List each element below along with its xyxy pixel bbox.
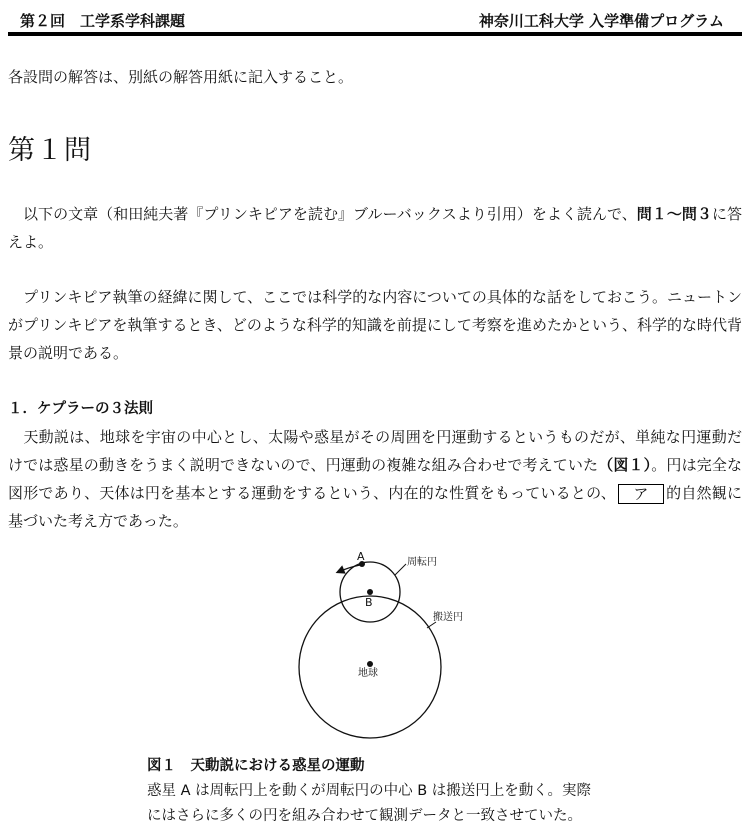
background-paragraph [8, 283, 742, 367]
answer-blank-a: ア [618, 484, 664, 504]
header-divider [8, 32, 742, 36]
caption-title: 図１ 天動説における惑星の運動 [147, 758, 365, 774]
page-header [0, 0, 750, 36]
epicycle-leader-line [395, 564, 406, 575]
problem-title: 第１問 [8, 135, 92, 166]
answer-instruction: 各設問の解答は、別紙の解答用紙に記入すること。 [8, 68, 354, 86]
geocentric-diagram [290, 544, 490, 744]
intro-text: 以下の文章（和田純夫著『プリンキピアを読む』ブルーバックスより引用）をよく読んで、 [23, 205, 637, 223]
earth-dot [367, 661, 373, 667]
figure-1-caption [147, 754, 647, 829]
label-deferent: 搬送円 [433, 612, 463, 623]
figure-reference: （図１） [598, 456, 652, 474]
label-b: B [365, 596, 373, 609]
section-heading: １．ケプラーの３法則 [8, 401, 153, 417]
background-text: プリンキピア執筆の経緯に関して、ここでは科学的な内容についての具体的な話をしておこう。ニュートンがプリンキピアを執筆するとき、どのような科学的知識を前提にして考察を進めたかという、科学的な時代背景の説明である。 [8, 288, 742, 362]
intro-tail: に答えよ。 [8, 205, 742, 251]
section-text-2: 。円は完全な図形であり、天体は円を基本とする運動をするという、内在的な性質をもっているとの、 [8, 456, 742, 502]
label-a: A [357, 550, 365, 563]
center-b-dot [367, 589, 373, 595]
caption-line-1: 惑星 A は周転円上を動くが周転円の中心 B は搬送円上を動く。実際 [147, 783, 592, 799]
section-text-1: 天動説は、地球を宇宙の中心とし、太陽や惑星がその周囲を円運動するというものだが、単純な円運動だけでは惑星の動きをうまく説明できないので、円運動の複雑な組み合わせで考えていた [8, 428, 742, 474]
label-earth: 地球 [358, 668, 378, 679]
figure-1-diagram [290, 544, 490, 744]
intro-question-range: 問１～問３ [636, 205, 712, 223]
section-text-3: 的自然観に基づいた考え方であった。 [8, 484, 742, 530]
header-program-title: 神奈川工科大学 入学準備プログラム [478, 12, 724, 30]
caption-line-2: にはさらに多くの円を組み合わせて観測データと一致させていた。 [147, 808, 582, 824]
section-paragraph [8, 423, 742, 535]
header-session-title: 第２回 工学系学科課題 [20, 12, 186, 30]
intro-paragraph [8, 200, 742, 256]
label-epicycle: 周転円 [407, 557, 437, 568]
